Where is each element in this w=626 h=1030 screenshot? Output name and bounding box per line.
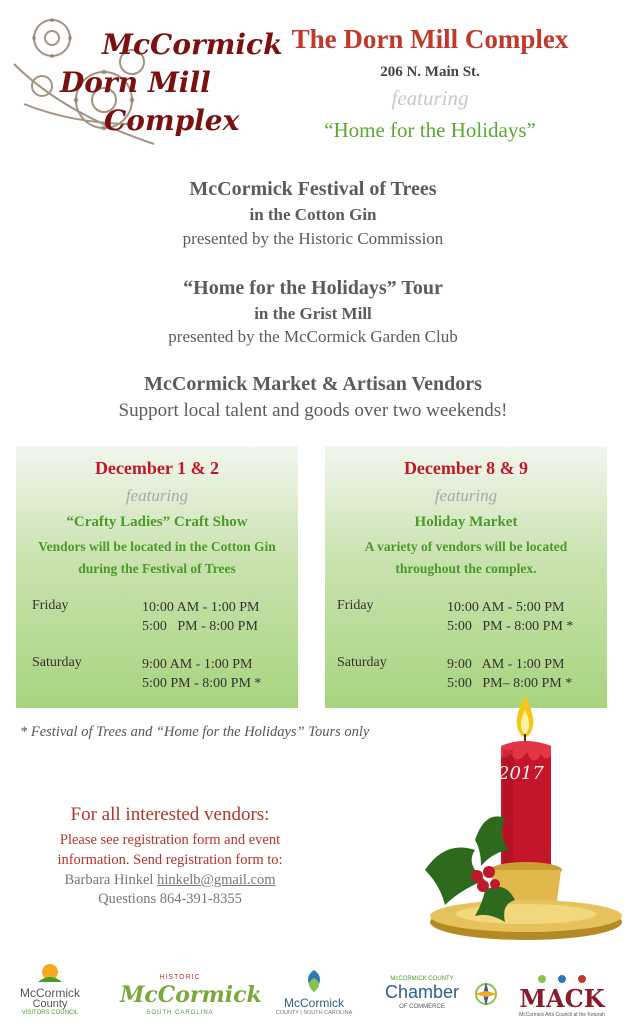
schedule-box-dec-1-2 <box>16 446 298 708</box>
friday-label: Friday <box>337 598 374 613</box>
friday-time-2: 5:00 PM - 8:00 PM <box>142 619 258 634</box>
chamber-of-commerce-logo <box>372 974 500 1020</box>
box-date: December 1 & 2 <box>94 458 220 478</box>
festival-of-trees-presenter: presented by the Historic Commission <box>182 229 444 248</box>
mccormick-sc-line-2: COUNTY | SOUTH CAROLINA <box>275 1010 353 1016</box>
historic-logo-line-1: HISTORIC <box>159 974 201 981</box>
historic-logo-line-3: SOUTH CAROLINA <box>146 1010 214 1016</box>
home-holidays-tour-location: in the Grist Mill <box>254 304 372 323</box>
historic-mccormick-logo <box>120 970 262 1020</box>
box-featuring: featuring <box>125 486 189 505</box>
candle-illustration <box>405 690 620 950</box>
friday-label: Friday <box>32 598 69 613</box>
mccormick-sc-line-1: McCormick <box>284 996 344 1010</box>
festival-of-trees-location: in the Cotton Gin <box>249 205 377 224</box>
box-event: Holiday Market <box>414 514 518 530</box>
festival-of-trees-heading: McCormick Festival of Trees <box>189 178 437 200</box>
vendors-line-1: Please see registration form and event <box>59 832 281 848</box>
theme-title: “Home for the Holidays” <box>324 118 536 142</box>
compass-icon <box>472 980 500 1008</box>
home-holidays-tour-presenter: presented by the McCormick Garden Club <box>168 327 458 346</box>
friday-times <box>447 598 573 636</box>
friday-time-1: 10:00 AM - 5:00 PM <box>447 600 565 615</box>
saturday-times <box>447 655 572 693</box>
contact-email-link[interactable]: hinkelb@gmail.com <box>157 872 276 888</box>
contact-name: Barbara Hinkel <box>64 872 154 888</box>
county-logo-line-1: McCormick <box>20 986 80 1000</box>
chamber-line-1: McCORMICK COUNTY <box>390 976 454 982</box>
mccormick-dorn-mill-logo <box>4 4 283 154</box>
saturday-time-1: 9:00 AM - 1:00 PM <box>142 657 253 672</box>
vendors-line-2: information. Send registration form to: <box>57 852 283 868</box>
mack-arts-council-logo <box>512 972 612 1022</box>
friday-times <box>142 598 259 636</box>
county-logo-line-3: VISITORS COUNCIL <box>21 1010 79 1016</box>
candle-year: 2017 <box>498 763 544 784</box>
logo-line-2: Dorn Mill <box>60 66 211 99</box>
logo-line-1: McCormick <box>102 28 283 61</box>
county-logo-line-2: County <box>32 998 68 1010</box>
box-date: December 8 & 9 <box>403 458 529 478</box>
market-vendors-heading: McCormick Market & Artisan Vendors <box>144 373 482 395</box>
historic-logo-line-2: McCormick <box>120 982 262 1008</box>
chamber-line-3: OF COMMERCE <box>399 1004 445 1010</box>
friday-time-1: 10:00 AM - 1:00 PM <box>142 600 260 615</box>
featuring-label: featuring <box>391 86 469 110</box>
chamber-line-2: Chamber <box>384 982 460 1002</box>
mccormick-county-visitors-logo <box>10 960 90 1020</box>
box-event: “Crafty Ladies” Craft Show <box>66 514 248 530</box>
sun-icon <box>10 960 90 984</box>
leaf-icon <box>274 968 354 994</box>
box-note: Vendors will be located in the Cotton Gin during the Festival of Trees <box>38 539 276 576</box>
home-holidays-tour-heading: “Home for the Holidays” Tour <box>183 277 443 299</box>
box-featuring: featuring <box>434 486 498 505</box>
saturday-time-2: 5:00 PM– 8:00 PM * <box>447 676 573 691</box>
vendors-contact <box>20 872 320 889</box>
saturday-label: Saturday <box>337 655 387 670</box>
page-title: The Dorn Mill Complex <box>291 24 569 54</box>
vendors-phone: Questions 864-391-8355 <box>98 891 242 907</box>
schedule-box-dec-8-9 <box>325 446 607 708</box>
address: 206 N. Main St. <box>380 64 480 80</box>
box-note: A variety of vendors will be located throughout the complex. <box>364 539 568 576</box>
saturday-time-1: 9:00 AM - 1:00 PM <box>447 657 565 672</box>
friday-time-2: 5:00 PM - 8:00 PM * <box>447 619 574 634</box>
mack-line-2: McCormick Arts Council at the Keturah <box>519 1012 605 1018</box>
saturday-time-2: 5:00 PM - 8:00 PM * <box>142 676 262 691</box>
saturday-times <box>142 655 261 693</box>
saturday-label: Saturday <box>32 655 82 670</box>
logo-line-3: Complex <box>104 104 240 137</box>
market-vendors-tagline: Support local talent and goods over two weekends! <box>118 400 508 421</box>
mccormick-sc-logo <box>274 968 354 1020</box>
footnote: * Festival of Trees and “Home for the Holidays” Tours only <box>20 724 370 740</box>
vendors-heading: For all interested vendors: <box>70 804 270 825</box>
mack-line-1: MACK <box>519 984 605 1013</box>
